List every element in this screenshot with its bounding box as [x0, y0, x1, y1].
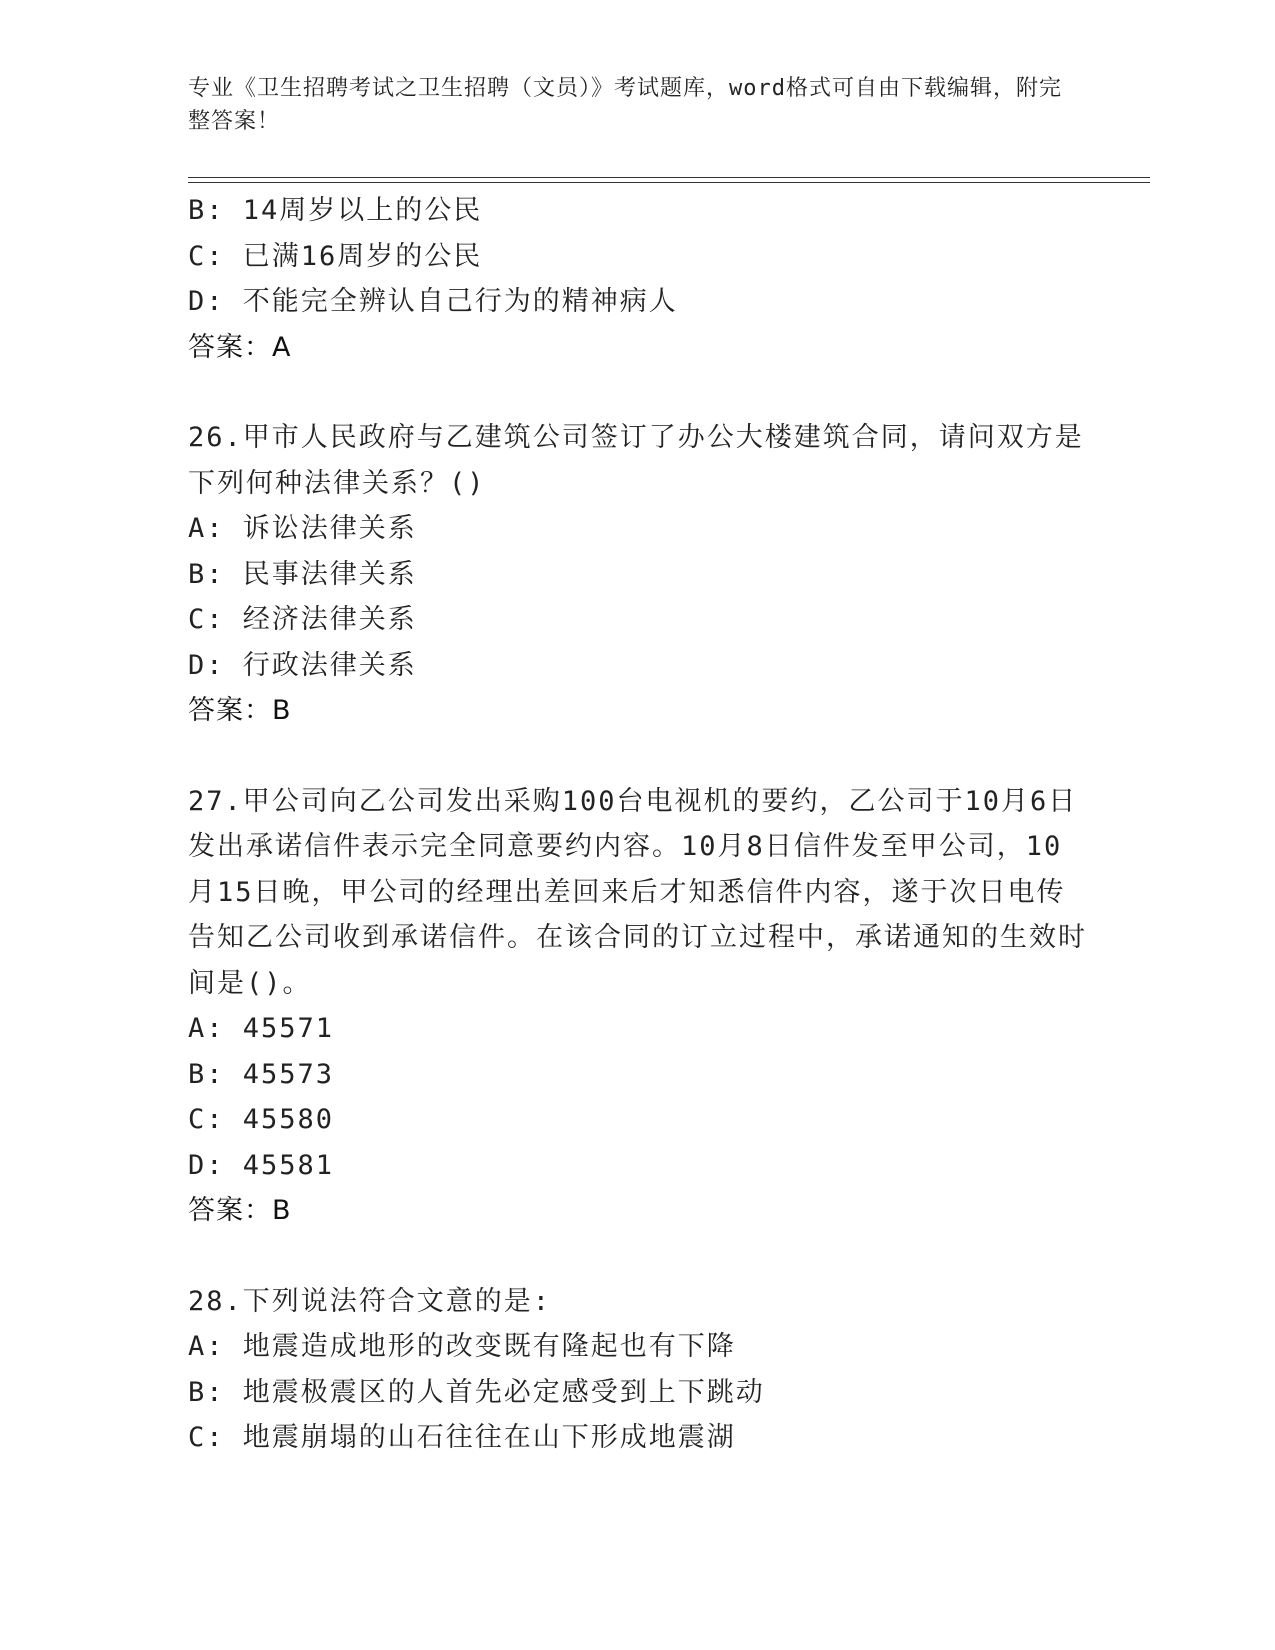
header-rule-top [188, 177, 1150, 178]
spacer [188, 734, 1088, 779]
question-27 [188, 779, 1088, 1234]
option-b: B: 地震极震区的人首先必定感受到上下跳动 [188, 1376, 765, 1408]
question-text: 27.甲公司向乙公司发出采购100台电视机的要约，乙公司于10月6日发出承诺信件表示完全同意要约内容。10月8日信件发至甲公司，10月15日晚，甲公司的经理出差回来后才知悉信件内容，遂于次日电传告知乙公司收到承诺信件。在该合同的订立过程中，承诺通知的生效时间是()。 [188, 785, 1087, 999]
option-d: D: 行政法律关系 [188, 649, 417, 681]
answer: 答案：B [188, 1195, 292, 1226]
option-a: A: 地震造成地形的改变既有隆起也有下降 [188, 1331, 736, 1362]
option-b: B: 14周岁以上的公民 [188, 195, 483, 226]
question-25-continued [188, 188, 1088, 370]
option-b: B: 45573 [188, 1058, 335, 1090]
document-body [188, 188, 1088, 1461]
question-28 [188, 1279, 1088, 1461]
option-c: C: 45580 [188, 1104, 335, 1135]
answer: 答案：A [188, 331, 292, 363]
header-rule-bottom [188, 182, 1150, 183]
option-c: C: 已满16周岁的公民 [188, 240, 483, 272]
option-c: C: 经济法律关系 [188, 604, 417, 635]
question-26 [188, 415, 1088, 734]
option-d: D: 不能完全辨认自己行为的精神病人 [188, 286, 678, 317]
option-a: A: 45571 [188, 1013, 335, 1044]
option-c: C: 地震崩塌的山石往往在山下形成地震湖 [188, 1422, 736, 1453]
question-text: 28.下列说法符合文意的是: [188, 1285, 552, 1317]
option-a: A: 诉讼法律关系 [188, 513, 417, 544]
spacer [188, 1234, 1088, 1279]
page-header: 专业《卫生招聘考试之卫生招聘（文员）》考试题库，word格式可自由下载编辑，附完整答案！ [188, 76, 1062, 134]
option-d: D: 45581 [188, 1149, 335, 1181]
option-b: B: 民事法律关系 [188, 558, 417, 590]
question-text: 26.甲市人民政府与乙建筑公司签订了办公大楼建筑合同，请问双方是下列何种法律关系？() [188, 422, 1084, 499]
answer: 答案：B [188, 695, 292, 726]
spacer [188, 370, 1088, 415]
